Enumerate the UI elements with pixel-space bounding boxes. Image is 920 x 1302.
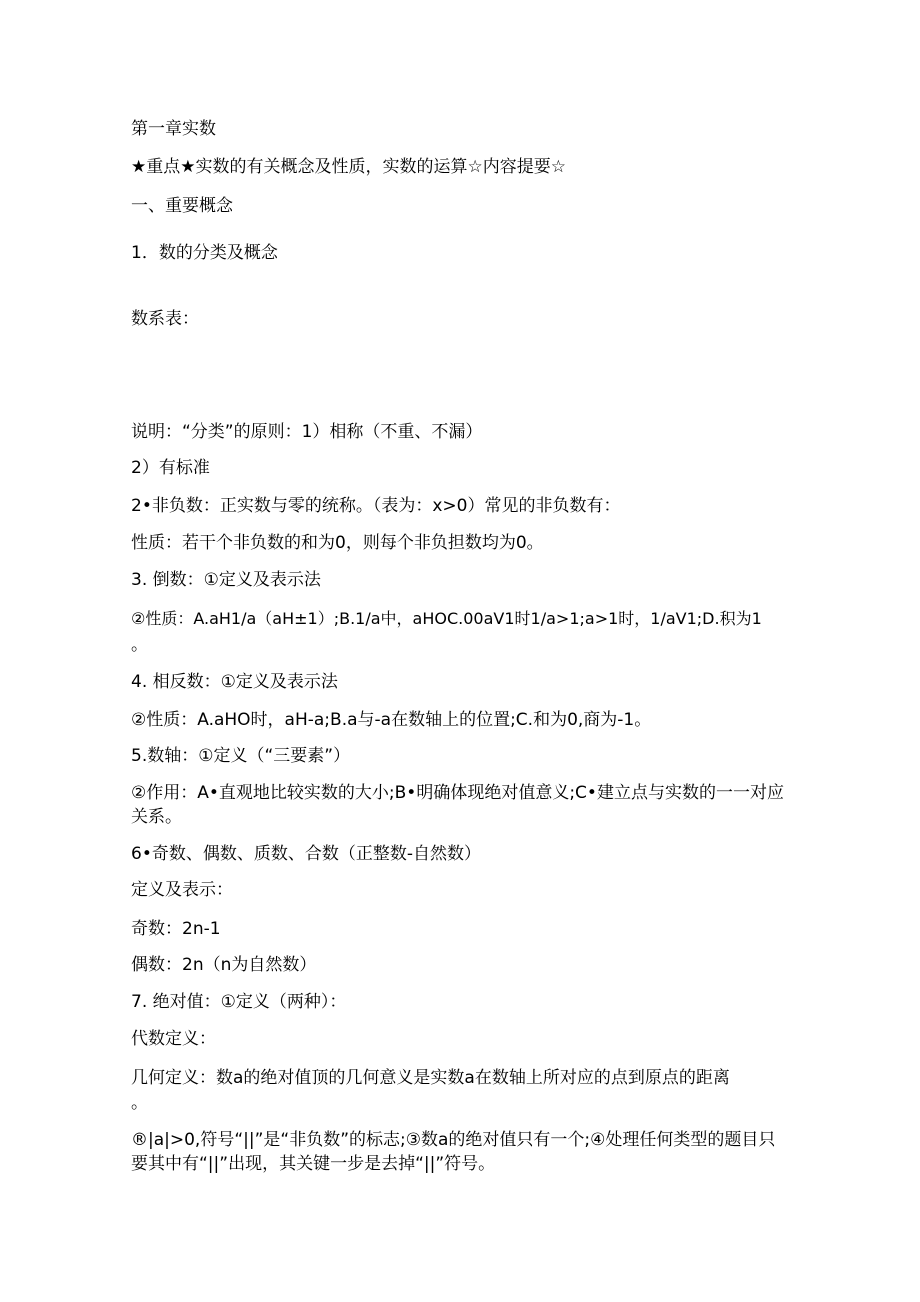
item-2-line: 2•非负数：正实数与零的统称。（表为：x>0）常见的非负数有： bbox=[131, 496, 621, 516]
explanation-line: 说明：“分类”的原则：1）相称（不重、不漏） bbox=[131, 422, 483, 442]
section-heading: 一、重要概念 bbox=[131, 196, 233, 216]
number-table-label: 数系表： bbox=[131, 309, 199, 329]
item-6-heading: 6•奇数、偶数、质数、合数（正整数-自然数） bbox=[131, 844, 481, 864]
item-5-heading: 5.数轴：①定义（“三要素”） bbox=[131, 746, 351, 766]
item-3-property-end: 。 bbox=[131, 635, 148, 655]
explanation-line-2: 2）有标准 bbox=[131, 458, 210, 478]
item-3-heading: 3. 倒数：①定义及表示法 bbox=[131, 570, 321, 590]
odd-number-line: 奇数：2n-1 bbox=[131, 919, 221, 939]
item-4-heading: 4. 相反数：①定义及表示法 bbox=[131, 672, 338, 692]
item-6-definition: 定义及表示： bbox=[131, 880, 233, 900]
item-2-property: 性质：若干个非负数的和为0，则每个非负担数均为0。 bbox=[131, 533, 544, 553]
geometric-definition-end: 。 bbox=[131, 1093, 148, 1113]
item-1-heading: 1．数的分类及概念 bbox=[131, 243, 278, 263]
item-7-heading: 7. 绝对值：①定义（两种）： bbox=[131, 992, 347, 1012]
item-4-property: ②性质：A.aHO时，aH-a;B.a与-a在数轴上的位置;C.和为0,商为-1。 bbox=[131, 710, 652, 730]
item-5-use: ②作用：A•直观地比较实数的大小;B•明确体现绝对值意义;C•建立点与实数的一一对应关系。 bbox=[131, 783, 784, 827]
absolute-value-property: ®|a|>0,符号“||”是“非负数”的标志;③数a的绝对值只有一个;④处理任何类型的题目只要其中有“||”出现，其关键一步是去掉“||”符号。 bbox=[131, 1130, 776, 1174]
geometric-definition: 几何定义：数a的绝对值顶的几何意义是实数a在数轴上所对应的点到原点的距离 bbox=[131, 1068, 730, 1088]
item-3-property: ②性质：A.aH1/a（aH±1）;B.1/a中，aHOC.00aV1时1/a>1;a>1时，1/aV1;D.积为1 bbox=[131, 609, 762, 628]
chapter-title: 第一章实数 bbox=[131, 119, 216, 139]
algebraic-definition: 代数定义： bbox=[131, 1029, 216, 1049]
key-points-line: ★重点★实数的有关概念及性质，实数的运算☆内容提要☆ bbox=[131, 157, 566, 177]
even-number-line: 偶数：2n（n为自然数） bbox=[131, 955, 317, 975]
